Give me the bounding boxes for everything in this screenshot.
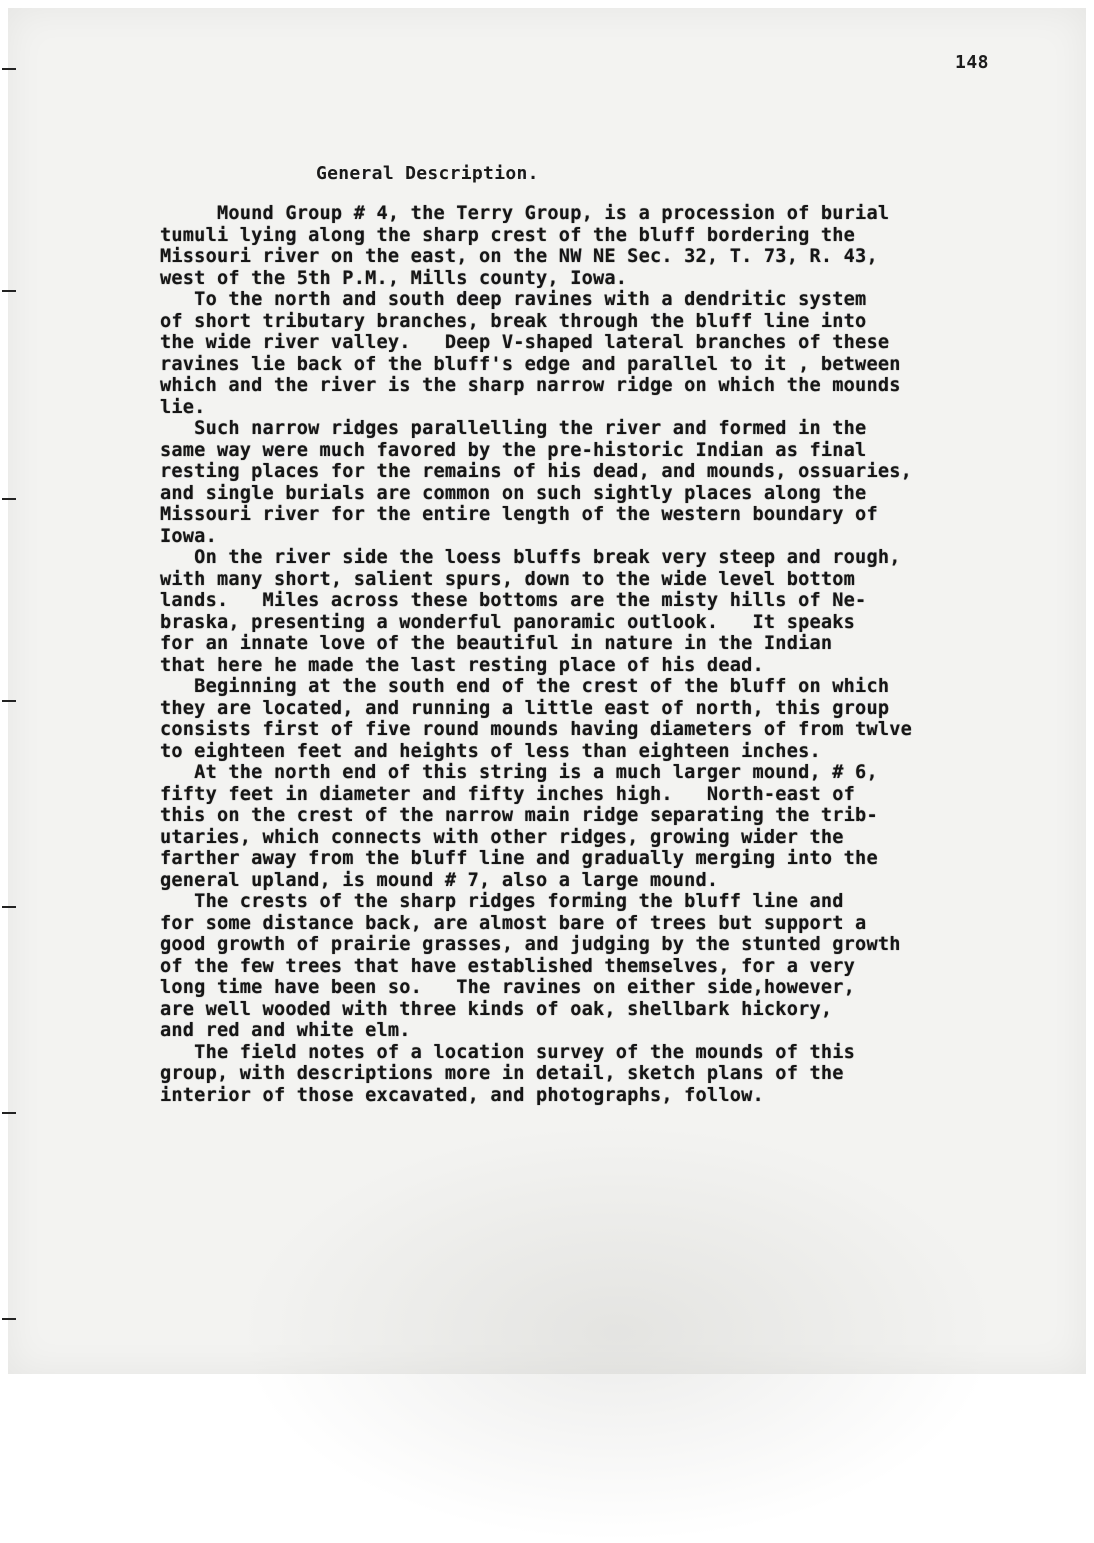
binder-tick-mark bbox=[2, 906, 16, 908]
text-line: braska, presenting a wonderful panoramic outlook. It speaks bbox=[160, 611, 856, 633]
text-line: lie. bbox=[160, 396, 206, 418]
text-line: same way were much favored by the pre-historic Indian as final bbox=[160, 439, 867, 461]
paragraph bbox=[160, 289, 1060, 418]
binder-tick-mark bbox=[2, 700, 16, 702]
text-line: lands. Miles across these bottoms are the misty hills of Ne- bbox=[160, 590, 867, 611]
text-line: general upland, is mound # 7, also a large mound. bbox=[160, 869, 719, 891]
text-line: and red and white elm. bbox=[160, 1020, 411, 1041]
text-line: farther away from the bluff line and gradually merging into the bbox=[160, 848, 878, 869]
text-line: they are located, and running a little east of north, this group bbox=[160, 697, 890, 719]
text-line: and single burials are common on such sightly places along the bbox=[160, 482, 867, 504]
paragraph bbox=[160, 418, 1060, 547]
text-line: with many short, salient spurs, down to the wide level bottom bbox=[160, 568, 856, 590]
text-line: On the river side the loess bluffs break very steep and rough, bbox=[160, 547, 901, 568]
paragraph bbox=[160, 676, 1060, 762]
paragraph bbox=[160, 891, 1060, 1042]
typewritten-body bbox=[160, 203, 1060, 1106]
section-heading: General Description. bbox=[316, 163, 539, 184]
text-line: The crests of the sharp ridges forming the bluff line and bbox=[160, 891, 844, 912]
text-line: are well wooded with three kinds of oak, shellbark hickory, bbox=[160, 998, 833, 1020]
text-line: At the north end of this string is a much larger mound, # 6, bbox=[160, 762, 878, 783]
text-line: The field notes of a location survey of the mounds of this bbox=[160, 1041, 856, 1063]
text-line: ravines lie back of the bluff's edge and parallel to it , between bbox=[160, 353, 901, 375]
text-line: utaries, which connects with other ridges, growing wider the bbox=[160, 826, 844, 848]
text-line: consists first of five round mounds having diameters of from twlve bbox=[160, 719, 913, 740]
text-line: this on the crest of the narrow main ridge separating the trib- bbox=[160, 805, 878, 826]
text-line: which and the river is the sharp narrow ridge on which the mounds bbox=[160, 375, 901, 396]
text-line: Missouri river for the entire length of the western boundary of bbox=[160, 504, 878, 525]
text-line: Missouri river on the east, on the NW NE Sec. 32, T. 73, R. 43, bbox=[160, 246, 878, 267]
text-line: Such narrow ridges parallelling the river and formed in the bbox=[160, 418, 867, 439]
paper-smudge bbox=[238, 1123, 998, 1543]
text-line: for an innate love of the beautiful in nature in the Indian bbox=[160, 633, 833, 654]
text-line: to eighteen feet and heights of less than eighteen inches. bbox=[160, 740, 821, 762]
text-line: Mound Group # 4, the Terry Group, is a procession of burial bbox=[160, 203, 890, 224]
text-line: of short tributary branches, break through the bluff line into bbox=[160, 310, 867, 332]
scan-left-margin bbox=[0, 0, 8, 1380]
binder-tick-mark bbox=[2, 1318, 16, 1320]
paragraph bbox=[160, 762, 1060, 891]
text-line: that here he made the last resting place of his dead. bbox=[160, 654, 764, 676]
text-line: interior of those excavated, and photographs, follow. bbox=[160, 1084, 764, 1106]
binder-tick-mark bbox=[2, 290, 16, 292]
text-line: tumuli lying along the sharp crest of the bluff bordering the bbox=[160, 224, 856, 246]
page-number: 148 bbox=[955, 52, 990, 73]
text-line: of the few trees that have established themselves, for a very bbox=[160, 955, 856, 977]
text-line: Beginning at the south end of the crest of the bluff on which bbox=[160, 676, 890, 697]
text-line: fifty feet in diameter and fifty inches high. North-east of bbox=[160, 783, 856, 805]
text-line: long time have been so. The ravines on either side,however, bbox=[160, 977, 856, 998]
binder-tick-mark bbox=[2, 68, 16, 70]
paragraph bbox=[160, 203, 1060, 289]
binder-tick-mark bbox=[2, 1112, 16, 1114]
text-line: good growth of prairie grasses, and judging by the stunted growth bbox=[160, 934, 901, 955]
text-line: west of the 5th P.M., Mills county, Iowa. bbox=[160, 267, 628, 289]
text-line: Iowa. bbox=[160, 525, 217, 547]
text-line: for some distance back, are almost bare of trees but support a bbox=[160, 912, 867, 934]
text-line: the wide river valley. Deep V-shaped lateral branches of these bbox=[160, 332, 890, 353]
text-line: To the north and south deep ravines with a dendritic system bbox=[160, 289, 867, 310]
binder-tick-mark bbox=[2, 498, 16, 500]
paragraph bbox=[160, 547, 1060, 676]
paragraph bbox=[160, 1042, 1060, 1107]
text-line: group, with descriptions more in detail, sketch plans of the bbox=[160, 1063, 844, 1084]
text-line: resting places for the remains of his dead, and mounds, ossuaries, bbox=[160, 461, 913, 482]
